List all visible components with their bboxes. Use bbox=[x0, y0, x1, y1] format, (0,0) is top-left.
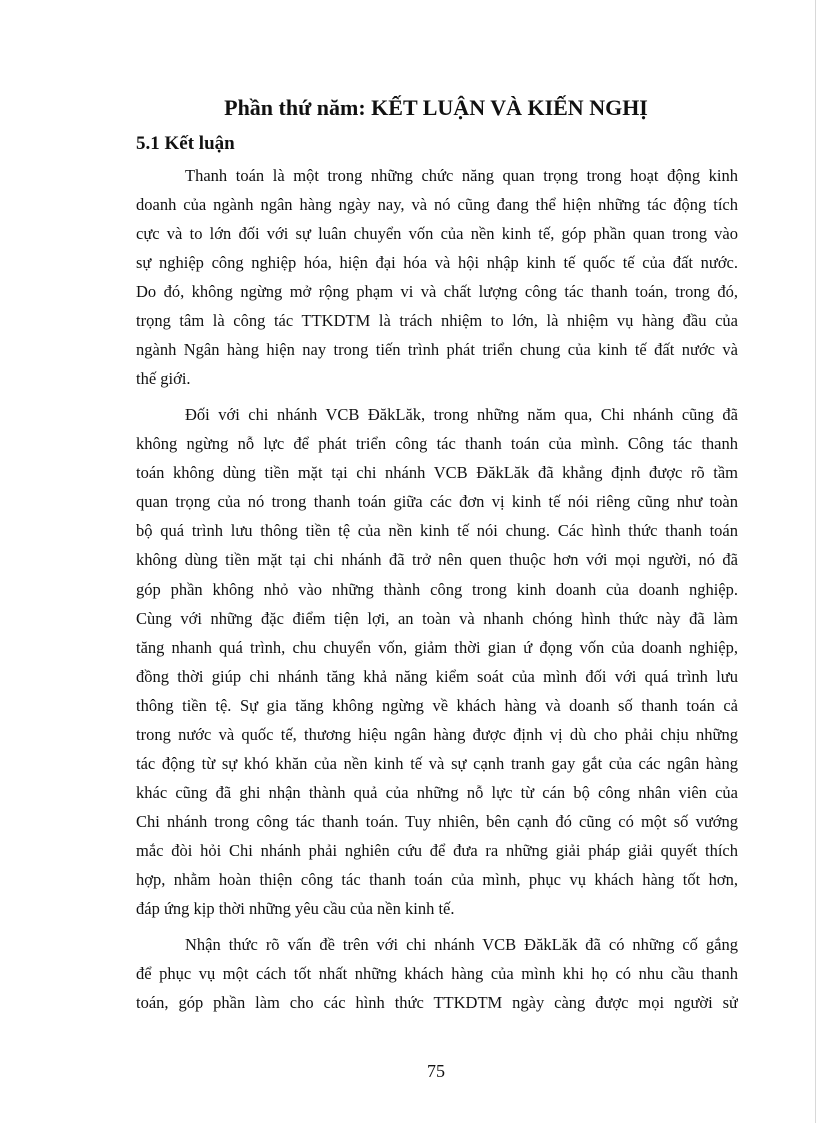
text-line: Cùng với những đặc điểm tiện lợi, an toàn và nhanh chóng hình thức này đã làm bbox=[136, 609, 738, 628]
text-line: Đối với chi nhánh VCB ĐăkLăk, trong những năm qua, Chi nhánh cũng đã bbox=[185, 405, 738, 424]
page-number: 75 bbox=[427, 1061, 445, 1081]
text-line: đáp ứng kịp thời những yêu cầu của nền kinh tế. bbox=[136, 899, 455, 918]
text-line: Do đó, không ngừng mở rộng phạm vi và chất lượng công tác thanh toán, trong đó, bbox=[136, 282, 738, 301]
chapter-title: Phần thứ năm: KẾT LUẬN VÀ KIẾN NGHỊ bbox=[224, 95, 648, 120]
text-line: tăng nhanh quá trình, chu chuyển vốn, giảm thời gian ứ đọng vốn của doanh nghiệp, bbox=[136, 638, 738, 657]
text-line: Chi nhánh trong công tác thanh toán. Tuy nhiên, bên cạnh đó cũng có một số vướng bbox=[136, 812, 738, 831]
text-line: Thanh toán là một trong những chức năng quan trọng trong hoạt động kinh bbox=[185, 166, 738, 185]
text-line: quan trọng của nó trong thanh toán giữa các đơn vị kinh tế nói riêng cũng như toàn bbox=[136, 492, 738, 511]
text-line: hợp, nhằm hoàn thiện công tác thanh toán của mình, phục vụ khách hàng tốt hơn, bbox=[136, 870, 738, 889]
text-line: thông tiền tệ. Sự gia tăng không ngừng về khách hàng và doanh số thanh toán cả bbox=[136, 696, 738, 715]
text-line: tác động từ sự khó khăn của nền kinh tế và sự cạnh tranh gay gắt của các ngân hàng bbox=[136, 754, 738, 773]
text-line: bộ quá trình lưu thông tiền tệ của nền kinh tế nói chung. Các hình thức thanh toán bbox=[136, 521, 738, 540]
text-line: khác cũng đã ghi nhận thành quả của những nỗ lực từ cán bộ công nhân viên của bbox=[136, 783, 738, 802]
text-line: toán, góp phần làm cho các hình thức TTKDTM ngày càng được mọi người sử bbox=[136, 993, 738, 1012]
text-line: sự nghiệp công nghiệp hóa, hiện đại hóa và hội nhập kinh tế quốc tế của đất nước. bbox=[136, 253, 738, 272]
text-line: góp phần không nhỏ vào những thành công trong kinh doanh của doanh nghiệp. bbox=[136, 580, 738, 599]
text-line: trọng tâm là công tác TTKDTM là trách nhiệm to lớn, là nhiệm vụ hàng đầu của bbox=[136, 311, 738, 330]
text-line: không ngừng nỗ lực để phát triển công tác thanh toán của mình. Công tác thanh bbox=[136, 434, 738, 453]
text-line: doanh của ngành ngân hàng ngày nay, và nó cũng đang thể hiện những tác động tích bbox=[136, 195, 738, 214]
text-line: trong nước và quốc tế, thương hiệu ngân hàng được định vị dù cho phải chịu những bbox=[136, 725, 738, 744]
text-line: không dùng tiền mặt tại chi nhánh đã trở nên quen thuộc hơn với mọi người, nó đã bbox=[136, 550, 738, 569]
text-line: mắc đòi hỏi Chi nhánh phải nghiên cứu để đưa ra những giải pháp giải quyết thích bbox=[136, 841, 738, 860]
text-line: Nhận thức rõ vấn đề trên với chi nhánh VCB ĐăkLăk đã có những cố gắng bbox=[185, 935, 738, 954]
text-line: đồng thời giúp chi nhánh tăng khả năng kiểm soát của mình đối với quá trình lưu bbox=[136, 667, 738, 686]
text-line: để phục vụ một cách tốt nhất những khách hàng của mình khi họ có nhu cầu thanh bbox=[136, 964, 738, 983]
text-line: toán không dùng tiền mặt tại chi nhánh VCB ĐăkLăk đã khẳng định được rõ tầm bbox=[136, 463, 738, 482]
section-heading: 5.1 Kết luận bbox=[136, 133, 235, 154]
text-line: ngành Ngân hàng hiện nay trong tiến trình phát triển chung của kinh tế đất nước và bbox=[136, 340, 738, 359]
text-line: thế giới. bbox=[136, 369, 191, 388]
text-line: cực và to lớn đối với sự luân chuyển vốn của nền kinh tế, góp phần quan trong vào bbox=[136, 224, 738, 243]
